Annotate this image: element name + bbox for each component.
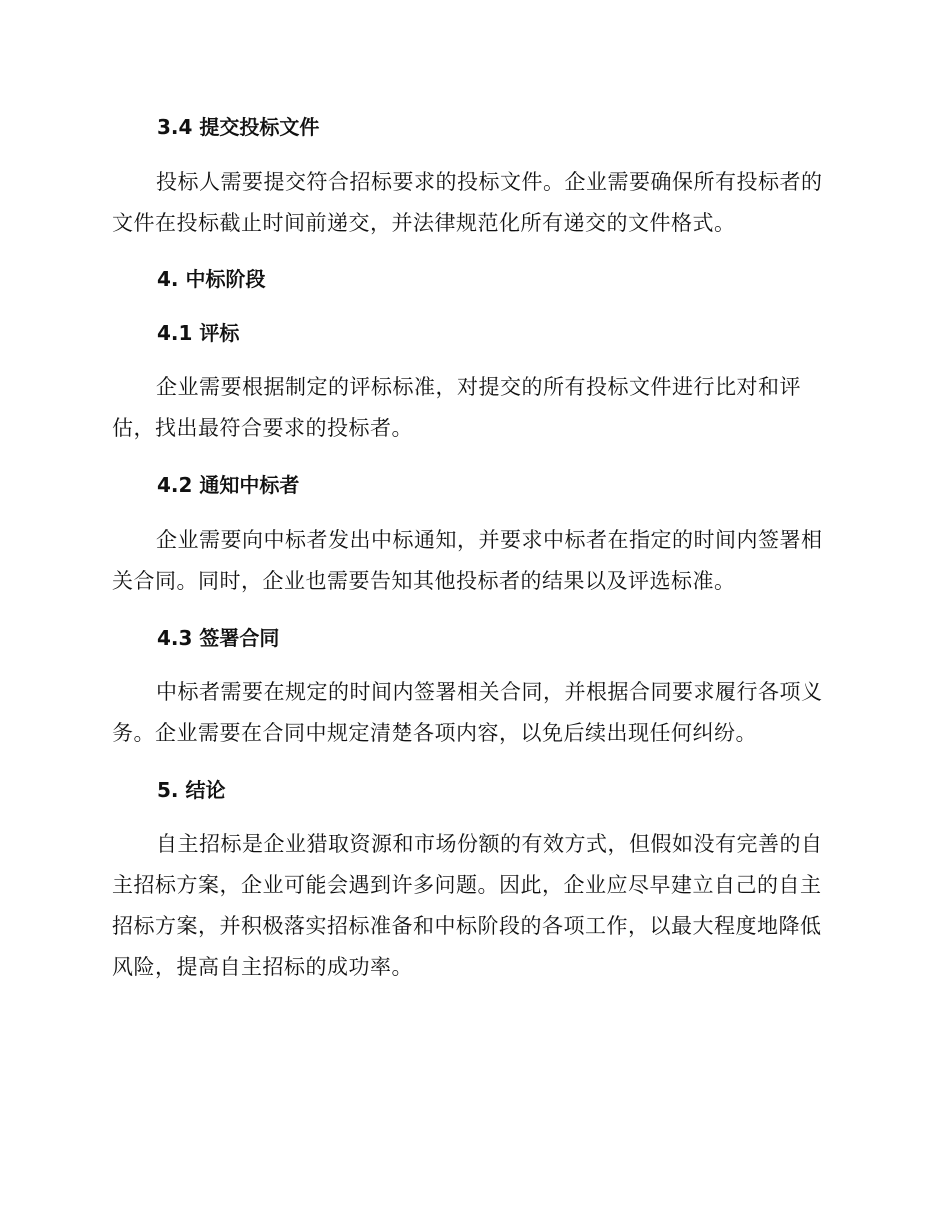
section-paragraph-4-2: 企业需要向中标者发出中标通知，并要求中标者在指定的时间内签署相关合同。同时，企业也需要告知其他投标者的结果以及评选标准。 (112, 528, 823, 593)
section-heading-4-3: 4.3 签署合同 (157, 626, 280, 650)
section-heading-4-1: 4.1 评标 (157, 321, 240, 345)
section-paragraph-3-4: 投标人需要提交符合招标要求的投标文件。企业需要确保所有投标者的文件在投标截止时间前递交，并法律规范化所有递交的文件格式。 (112, 170, 823, 235)
section-heading-4-2: 4.2 通知中标者 (157, 473, 300, 497)
section-heading-3-4: 3.4 提交投标文件 (157, 115, 320, 139)
section-paragraph-4-1: 企业需要根据制定的评标标准，对提交的所有投标文件进行比对和评估，找出最符合要求的投标者。 (112, 375, 801, 440)
section-heading-5: 5. 结论 (157, 778, 226, 802)
section-paragraph-4-3: 中标者需要在规定的时间内签署相关合同，并根据合同要求履行各项义务。企业需要在合同中规定清楚各项内容，以免后续出现任何纠纷。 (112, 680, 823, 745)
section-paragraph-5: 自主招标是企业猎取资源和市场份额的有效方式，但假如没有完善的自主招标方案，企业可能会遇到许多问题。因此，企业应尽早建立自己的自主招标方案，并积极落实招标准备和中标阶段的各项工作，以最大程度地降低风险，提高自主招标的成功率。 (112, 832, 823, 979)
section-heading-4: 4. 中标阶段 (157, 267, 266, 291)
